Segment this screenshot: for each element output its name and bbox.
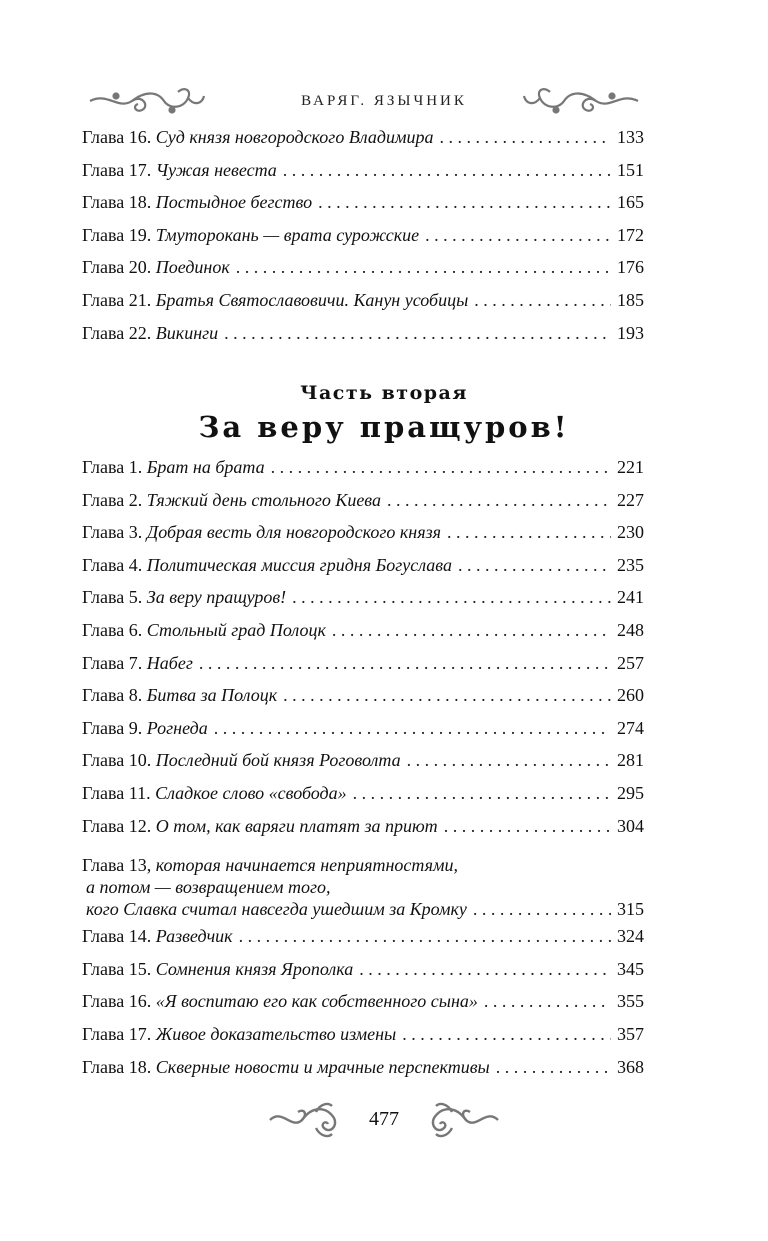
page-number: 477 xyxy=(369,1108,399,1130)
toc-entry[interactable]: Глава 20. Поединок . . . 176 xyxy=(82,257,644,290)
scroll-flourish-icon xyxy=(522,84,640,118)
scroll-flourish-icon xyxy=(428,1100,500,1140)
running-header xyxy=(0,84,768,118)
part-title: За веру пращуров! xyxy=(198,410,570,444)
toc-entry[interactable]: Глава 2. Тяжкий день стольного Киева . . . 227 xyxy=(82,490,644,523)
running-title: ВАРЯГ. ЯЗЫЧНИК xyxy=(301,93,467,109)
toc-entry[interactable]: Глава 9. Рогнеда . . . 274 xyxy=(82,718,644,751)
toc-entry[interactable]: Глава 18. Постыдное бегство . . . 165 xyxy=(82,192,644,225)
toc-entry[interactable]: Глава 5. За веру пращуров! . . . 241 xyxy=(82,587,644,620)
toc-entry[interactable]: Глава 4. Политическая миссия гридня Богуслава . . . 235 xyxy=(82,555,644,588)
toc-entry[interactable]: Глава 12. О том, как варяги платят за приют . . . 304 xyxy=(82,816,644,849)
toc-entry[interactable]: Глава 21. Братья Святославовичи. Канун усобицы . . . 185 xyxy=(82,290,644,323)
toc-entry[interactable]: Глава 16. Суд князя новгородского Владимира . . . 133 xyxy=(82,127,644,160)
toc-entry[interactable]: Глава 14. Разведчик . . . 324 xyxy=(82,926,644,959)
toc-entry[interactable]: Глава 7. Набег . . . 257 xyxy=(82,653,644,686)
page-footer xyxy=(0,1098,768,1142)
toc-entry[interactable]: Глава 18. Скверные новости и мрачные перспективы . . . 368 xyxy=(82,1057,644,1090)
toc-entry[interactable]: Глава 1. Брат на брата . . . 221 xyxy=(82,457,644,490)
part-subtitle: Часть вторая xyxy=(300,382,468,404)
toc-entry[interactable]: Глава 17. Живое доказательство измены . . . 357 xyxy=(82,1024,644,1057)
toc-entry[interactable]: Глава 10. Последний бой князя Роговолта . . . 281 xyxy=(82,750,644,783)
toc-entry[interactable]: Глава 8. Битва за Полоцк . . . 260 xyxy=(82,685,644,718)
toc-entry[interactable]: Глава 15. Сомнения князя Ярополка . . . 345 xyxy=(82,959,644,992)
toc-entry[interactable]: Глава 16. «Я воспитаю его как собственного сына» . . . 355 xyxy=(82,991,644,1024)
toc-part-two xyxy=(82,457,644,1089)
toc-entry[interactable]: Глава 17. Чужая невеста . . . 151 xyxy=(82,160,644,193)
toc-entry[interactable]: Глава 19. Тмуторокань — врата сурожские . . . 172 xyxy=(82,225,644,258)
toc-entry[interactable]: Глава 6. Стольный град Полоцк . . . 248 xyxy=(82,620,644,653)
toc-entry[interactable]: Глава 11. Сладкое слово «свобода» . . . 295 xyxy=(82,783,644,816)
toc-entry[interactable]: Глава 3. Добрая весть для новгородского князя . . . 230 xyxy=(82,522,644,555)
toc-entry[interactable]: Глава 22. Викинги . . . 193 xyxy=(82,323,644,356)
toc-entry-multiline[interactable]: Глава 13, которая начинается неприятностями, а потом — возвращением того, кого Славка считал навсегда ушедшим за Кромку . . . 315 xyxy=(82,854,644,920)
toc-part-one xyxy=(82,127,644,355)
